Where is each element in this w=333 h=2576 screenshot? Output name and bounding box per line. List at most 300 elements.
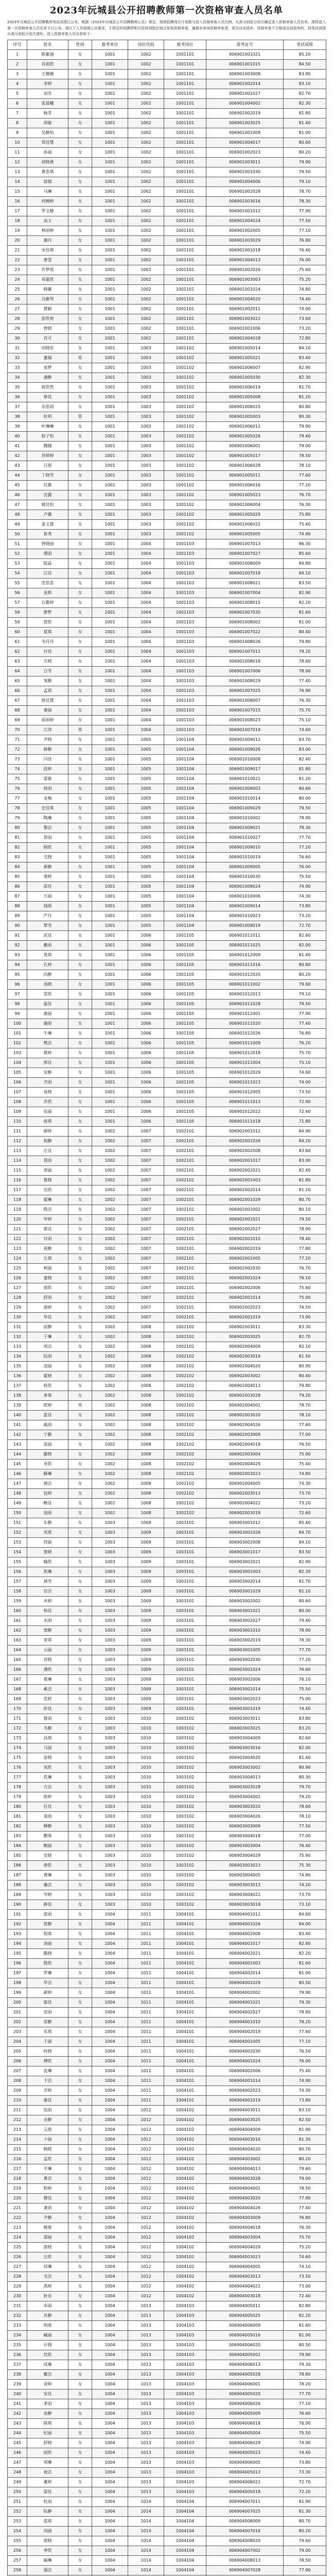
cell-score: 75.70 (284, 705, 326, 715)
cell-name: 宫洁 (27, 1586, 68, 1596)
cell-post: 1001102 (164, 519, 206, 529)
cell-index: 72 (8, 744, 27, 754)
cell-name: 黎洁 (27, 823, 68, 833)
cell-ticket: 006904006009 (206, 2320, 284, 2330)
cell-post-code: 1003 (128, 519, 164, 529)
cell-post-code: 1012 (128, 2252, 164, 2262)
table-row (8, 813, 326, 823)
cell-name: 郝静 (27, 862, 68, 872)
cell-name: 卜丽 (27, 2134, 68, 2144)
cell-ticket: 006901002023 (206, 147, 284, 157)
cell-post: 1001101 (164, 245, 206, 255)
cell-index: 109 (8, 1107, 27, 1116)
cell-ticket: 006903001012 (206, 1518, 284, 1528)
cell-post-code: 1009 (128, 1596, 164, 1606)
cell-score: 80.90 (284, 1361, 326, 1371)
cell-unit: 1001 (92, 617, 128, 627)
cell-score: 80.60 (284, 1596, 326, 1606)
cell-name: 水雨 (27, 1616, 68, 1625)
cell-ticket: 006901005030 (206, 372, 284, 382)
cell-ticket: 006904002006 (206, 2066, 284, 2076)
cell-ticket: 006904006020 (206, 2340, 284, 2350)
cell-post-code: 1004 (128, 558, 164, 568)
cell-post-code: 1013 (128, 2389, 164, 2399)
cell-post: 1003101 (164, 1645, 206, 1655)
cell-unit: 1004 (92, 2389, 128, 2399)
cell-unit: 1001 (92, 167, 128, 177)
table-row (8, 823, 326, 833)
cell-ticket: 006901010014 (206, 793, 284, 803)
cell-gender: 女 (68, 764, 92, 774)
cell-ticket: 006901005026 (206, 431, 284, 441)
cell-post: 1003101 (164, 1684, 206, 1694)
table-row (8, 774, 326, 784)
cell-score: 83.40 (284, 353, 326, 363)
cell-score: 76.50 (284, 1439, 326, 1449)
cell-post: 1001105 (164, 1058, 206, 1067)
cell-post: 1001104 (164, 793, 206, 803)
cell-name: 许梦瑶 (27, 265, 68, 275)
cell-post: 1004102 (164, 2105, 206, 2115)
cell-post-code: 1013 (128, 2330, 164, 2340)
cell-score: 79.00 (284, 2546, 326, 2555)
table-row (8, 1449, 326, 1459)
cell-score: 79.60 (284, 979, 326, 989)
table-row (8, 1968, 326, 1978)
cell-post-code: 1010 (128, 1860, 164, 1870)
cell-post: 1001102 (164, 510, 206, 519)
cell-ticket: 006902004013 (206, 1381, 284, 1391)
cell-unit: 1002 (92, 1126, 128, 1136)
cell-score: 77.40 (284, 1019, 326, 1028)
cell-unit: 1001 (92, 627, 128, 637)
cell-ticket: 006904003016 (206, 2134, 284, 2144)
cell-gender: 女 (68, 2389, 92, 2399)
cell-name: 施雨 (27, 1019, 68, 1028)
cell-name: 金莉 (27, 588, 68, 598)
cell-gender: 女 (68, 2506, 92, 2516)
cell-ticket: 006904001014 (206, 2076, 284, 2086)
table-row (8, 177, 326, 187)
cell-post-code: 1008 (128, 1332, 164, 1342)
table-row (8, 656, 326, 666)
cell-unit: 1002 (92, 1508, 128, 1518)
cell-post: 1001104 (164, 754, 206, 764)
cell-ticket: 006904008009 (206, 2516, 284, 2526)
cell-unit: 1004 (92, 2428, 128, 2438)
cell-post: 1002101 (164, 1253, 206, 1263)
cell-ticket: 006903002021 (206, 1557, 284, 1567)
cell-score: 77.60 (284, 1420, 326, 1430)
cell-unit: 1001 (92, 578, 128, 588)
cell-name: 熊琪 (27, 2418, 68, 2428)
cell-post: 1001104 (164, 823, 206, 833)
table-row (8, 1253, 326, 1263)
cell-score: 82.70 (284, 1332, 326, 1342)
cell-post-code: 1011 (128, 1997, 164, 2007)
cell-post: 1001104 (164, 901, 206, 911)
cell-gender: 女 (68, 2291, 92, 2301)
cell-post-code: 1006 (128, 970, 164, 979)
cell-post: 1002101 (164, 1175, 206, 1185)
cell-index: 70 (8, 725, 27, 735)
cell-post-code: 1013 (128, 2467, 164, 2477)
cell-post-code: 1010 (128, 1851, 164, 1860)
cell-score: 80.60 (284, 784, 326, 793)
cell-gender: 女 (68, 2477, 92, 2487)
cell-post-code: 1003 (128, 363, 164, 372)
cell-index: 10 (8, 138, 27, 147)
cell-name: 舒雨 (27, 1293, 68, 1302)
cell-ticket: 006901010008 (206, 754, 284, 764)
cell-score: 82.90 (284, 1557, 326, 1567)
table-row (8, 1273, 326, 1283)
cell-ticket: 006902003028 (206, 1391, 284, 1400)
cell-ticket: 006903002027 (206, 1616, 284, 1625)
table-row (8, 1322, 326, 1332)
cell-post: 1004101 (164, 1939, 206, 1948)
cell-post: 1004103 (164, 2369, 206, 2379)
cell-post-code: 1003 (128, 461, 164, 470)
cell-index: 226 (8, 2252, 27, 2262)
cell-unit: 1004 (92, 1958, 128, 1968)
table-row (8, 2428, 326, 2438)
cell-score: 75.00 (284, 1694, 326, 1704)
cell-unit: 1001 (92, 284, 128, 294)
cell-score: 81.40 (284, 118, 326, 128)
table-row (8, 2281, 326, 2291)
cell-score: 76.80 (284, 1028, 326, 1038)
cell-score: 73.80 (284, 2458, 326, 2467)
table-row (8, 1293, 326, 1302)
cell-ticket: 006904006013 (206, 2360, 284, 2369)
cell-score: 73.20 (284, 911, 326, 921)
cell-gender: 女 (68, 862, 92, 872)
cell-gender: 女 (68, 2546, 92, 2555)
cell-ticket: 006901006022 (206, 519, 284, 529)
cell-post-code: 1012 (128, 2272, 164, 2281)
cell-index: 5 (8, 89, 27, 98)
cell-index: 24 (8, 275, 27, 284)
cell-unit: 1001 (92, 1019, 128, 1028)
cell-index: 176 (8, 1762, 27, 1772)
cell-post-code: 1004 (128, 705, 164, 715)
cell-post: 1004103 (164, 2448, 206, 2458)
cell-ticket: 006904005016 (206, 2330, 284, 2340)
cell-ticket: 006904001026 (206, 1919, 284, 1929)
cell-unit: 1001 (92, 725, 128, 735)
cell-score: 81.90 (284, 2125, 326, 2134)
cell-ticket: 006901002028 (206, 187, 284, 196)
cell-name: 史佳琪 (27, 803, 68, 813)
cell-gender: 女 (68, 1988, 92, 1997)
cell-index: 33 (8, 363, 27, 372)
cell-ticket: 006901002019 (206, 108, 284, 118)
cell-ticket: 006904001012 (206, 1909, 284, 1919)
cell-post: 1004101 (164, 2017, 206, 2027)
cell-gender: 女 (68, 1684, 92, 1694)
cell-score: 81.20 (284, 392, 326, 402)
cell-post: 1001101 (164, 265, 206, 275)
cell-ticket: 006901012001 (206, 1009, 284, 1019)
cell-name: 童晓 (27, 1273, 68, 1283)
cell-gender: 女 (68, 1714, 92, 1723)
cell-gender: 女 (68, 1361, 92, 1371)
cell-index: 15 (8, 187, 27, 196)
cell-index: 241 (8, 2399, 27, 2409)
cell-score: 83.90 (284, 69, 326, 79)
cell-ticket: 006901003011 (206, 157, 284, 167)
cell-ticket: 006901002014 (206, 79, 284, 89)
cell-post-code: 1003 (128, 451, 164, 461)
cell-gender: 女 (68, 1948, 92, 1958)
cell-name: 沈露 (27, 490, 68, 500)
cell-ticket: 006902003025 (206, 1332, 284, 1342)
table-row (8, 2086, 326, 2095)
cell-post: 1001102 (164, 421, 206, 431)
cell-unit: 1004 (92, 2399, 128, 2409)
cell-post: 1004102 (164, 2183, 206, 2193)
cell-unit: 1004 (92, 2144, 128, 2154)
cell-unit: 1002 (92, 1312, 128, 1322)
cell-post-code: 1005 (128, 842, 164, 852)
cell-score: 72.80 (284, 333, 326, 343)
cell-score: 83.10 (284, 79, 326, 89)
cell-index: 19 (8, 226, 27, 235)
cell-post: 1001102 (164, 372, 206, 382)
cell-gender: 女 (68, 1136, 92, 1146)
cell-name: 屈欣 (27, 2448, 68, 2458)
cell-ticket: 006903001021 (206, 1606, 284, 1616)
cell-unit: 1001 (92, 930, 128, 940)
cell-index: 7 (8, 108, 27, 118)
cell-ticket: 006901009021 (206, 823, 284, 833)
cell-score: 81.60 (284, 2320, 326, 2330)
cell-name: 邹静 (27, 676, 68, 686)
cell-index: 51 (8, 539, 27, 549)
cell-gender: 女 (68, 813, 92, 823)
cell-score: 74.30 (284, 1479, 326, 1488)
cell-score: 76.30 (284, 696, 326, 705)
table-row (8, 343, 326, 353)
cell-name: 窦静 (27, 1625, 68, 1635)
cell-gender: 女 (68, 216, 92, 226)
table-row (8, 1694, 326, 1704)
cell-index: 201 (8, 2007, 27, 2017)
cell-index: 199 (8, 1988, 27, 1997)
cell-unit: 1002 (92, 1439, 128, 1449)
table-row (8, 490, 326, 500)
table-row (8, 49, 326, 59)
cell-name: 乐琪 (27, 2027, 68, 2037)
cell-post-code: 1013 (128, 2350, 164, 2360)
cell-gender: 女 (68, 2115, 92, 2125)
cell-gender: 女 (68, 480, 92, 490)
cell-score: 83.00 (284, 1156, 326, 1165)
cell-score: 80.20 (284, 2154, 326, 2164)
cell-gender: 女 (68, 568, 92, 578)
cell-name: 程子怡 (27, 431, 68, 441)
cell-post-code: 1005 (128, 803, 164, 813)
cell-name: 时晓 (27, 2046, 68, 2056)
cell-post-code: 1009 (128, 1577, 164, 1586)
cell-gender: 女 (68, 1792, 92, 1802)
cell-post: 1002101 (164, 1146, 206, 1156)
cell-score: 80.20 (284, 970, 326, 979)
cell-gender: 女 (68, 940, 92, 950)
table-row (8, 539, 326, 549)
cell-gender: 女 (68, 1048, 92, 1058)
cell-post: 1001102 (164, 412, 206, 421)
cell-score: 75.00 (284, 1293, 326, 1302)
cell-gender: 女 (68, 1733, 92, 1743)
cell-post-code: 1002 (128, 147, 164, 157)
cell-name: 尹晓 (27, 735, 68, 744)
cell-post-code: 1002 (128, 118, 164, 128)
cell-post-code: 1007 (128, 1156, 164, 1165)
cell-gender: 女 (68, 2252, 92, 2262)
cell-index: 13 (8, 167, 27, 177)
cell-post-code: 1003 (128, 421, 164, 431)
cell-post: 1001105 (164, 940, 206, 950)
cell-index: 64 (8, 666, 27, 676)
cell-unit: 1001 (92, 206, 128, 216)
cell-score: 82.30 (284, 372, 326, 382)
table-row (8, 255, 326, 265)
cell-gender: 女 (68, 842, 92, 852)
cell-unit: 1003 (92, 1723, 128, 1733)
cell-unit: 1002 (92, 1410, 128, 1420)
cell-ticket: 006903002019 (206, 1635, 284, 1645)
cell-index: 151 (8, 1518, 27, 1528)
cell-post: 1001104 (164, 784, 206, 793)
cell-unit: 1001 (92, 1009, 128, 1019)
cell-unit: 1001 (92, 588, 128, 598)
table-row (8, 1126, 326, 1136)
table-row (8, 2193, 326, 2203)
cell-score: 75.40 (284, 2066, 326, 2076)
cell-score: 72.70 (284, 2477, 326, 2487)
cell-post-code: 1009 (128, 1528, 164, 1537)
cell-gender: 女 (68, 607, 92, 617)
cell-ticket: 006902001021 (206, 1214, 284, 1224)
cell-name: 熊佳慧 (27, 696, 68, 705)
cell-score: 75.20 (284, 2242, 326, 2252)
cell-name: 季欣 (27, 2546, 68, 2555)
cell-name: 钱瑶 (27, 901, 68, 911)
cell-score: 76.60 (284, 2409, 326, 2418)
cell-gender: 女 (68, 921, 92, 930)
cell-score: 76.60 (284, 1665, 326, 1674)
cell-post-code: 1008 (128, 1420, 164, 1430)
cell-score: 76.10 (284, 1674, 326, 1684)
cell-unit: 1003 (92, 1831, 128, 1841)
cell-score: 83.40 (284, 1929, 326, 1939)
cell-post: 1003102 (164, 1821, 206, 1831)
cell-name: 湛晓 (27, 2242, 68, 2252)
cell-score: 76.60 (284, 852, 326, 862)
table-row (8, 245, 326, 255)
cell-gender: 女 (68, 2134, 92, 2144)
table-row (8, 2252, 326, 2262)
cell-post: 1004103 (164, 2340, 206, 2350)
cell-post-code: 1011 (128, 2017, 164, 2027)
cell-post: 1001105 (164, 1038, 206, 1048)
cell-gender: 女 (68, 1831, 92, 1841)
cell-ticket: 006901011020 (206, 1019, 284, 1028)
cell-name: 曹颖 (27, 304, 68, 314)
cell-gender: 女 (68, 402, 92, 412)
table-row (8, 1009, 326, 1019)
cell-gender: 女 (68, 1067, 92, 1077)
table-row (8, 979, 326, 989)
cell-ticket: 006903002023 (206, 1694, 284, 1704)
cell-unit: 1004 (92, 2223, 128, 2232)
cell-post: 1001105 (164, 1009, 206, 1019)
table-row (8, 1459, 326, 1469)
cell-gender: 女 (68, 1146, 92, 1156)
cell-name: 肖雨欣 (27, 59, 68, 69)
cell-post-code: 1002 (128, 59, 164, 69)
cell-unit: 1004 (92, 2516, 128, 2526)
cell-gender: 女 (68, 1107, 92, 1116)
cell-gender: 女 (68, 1694, 92, 1704)
table-row (8, 1704, 326, 1714)
cell-post: 1003101 (164, 1547, 206, 1557)
table-row (8, 421, 326, 431)
table-row (8, 1077, 326, 1087)
cell-index: 148 (8, 1488, 27, 1498)
cell-gender: 女 (68, 1577, 92, 1586)
cell-ticket: 006901005029 (206, 510, 284, 519)
cell-index: 9 (8, 128, 27, 138)
cell-name: 宋佳 (27, 2389, 68, 2399)
cell-post-code: 1009 (128, 1537, 164, 1547)
cell-unit: 1001 (92, 549, 128, 558)
cell-post-code: 1011 (128, 1909, 164, 1919)
cell-index: 26 (8, 294, 27, 304)
cell-post-code: 1005 (128, 744, 164, 754)
cell-name: 秦丽 (27, 705, 68, 715)
cell-name: 黄思琪 (27, 167, 68, 177)
cell-post: 1002101 (164, 1224, 206, 1234)
table-row (8, 1116, 326, 1126)
cell-ticket: 006902003004 (206, 1449, 284, 1459)
cell-post-code: 1002 (128, 177, 164, 187)
table-row (8, 294, 326, 304)
cell-index: 186 (8, 1860, 27, 1870)
cell-gender: 女 (68, 89, 92, 98)
cell-post-code: 1002 (128, 245, 164, 255)
cell-score: 81.00 (284, 128, 326, 138)
cell-post: 1002101 (164, 1185, 206, 1195)
cell-post-code: 1009 (128, 1694, 164, 1704)
cell-post-code: 1006 (128, 1019, 164, 1028)
cell-score: 82.40 (284, 1165, 326, 1175)
table-row (8, 1019, 326, 1028)
cell-score: 77.70 (284, 2389, 326, 2399)
cell-post: 1003101 (164, 1674, 206, 1684)
cell-post: 1001102 (164, 363, 206, 372)
cell-name: 于琳 (27, 1332, 68, 1342)
cell-post: 1004102 (164, 2115, 206, 2125)
cell-unit: 1001 (92, 705, 128, 715)
cell-unit: 1002 (92, 1420, 128, 1430)
cell-ticket: 006902003011 (206, 1322, 284, 1332)
cell-index: 118 (8, 1195, 27, 1205)
table-row (8, 2350, 326, 2360)
cell-score: 81.20 (284, 774, 326, 784)
